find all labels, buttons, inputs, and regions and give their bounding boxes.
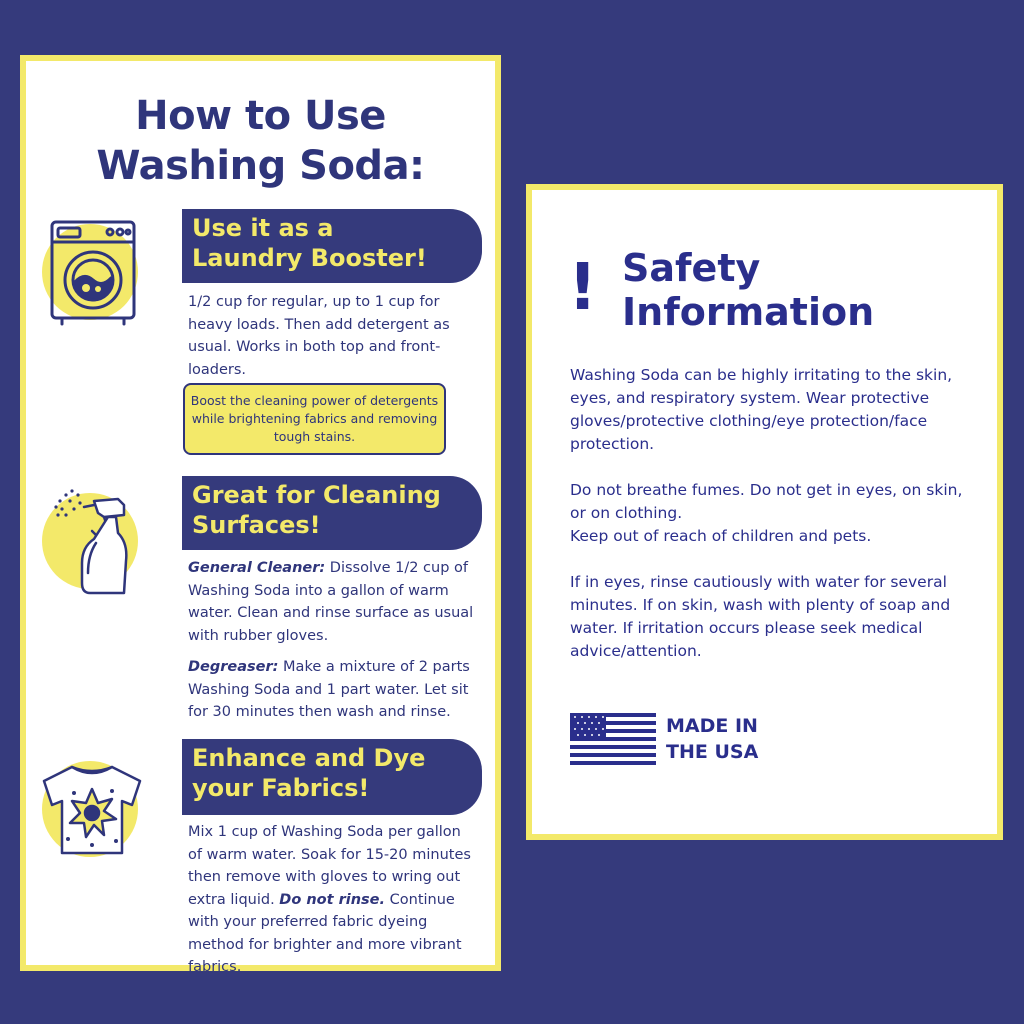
exclamation-icon: ! bbox=[568, 251, 598, 325]
laundry-booster-callout: Boost the cleaning power of detergents while brightening fabrics and removing tough stains. bbox=[183, 383, 446, 455]
safety-text: Washing Soda can be highly irritating to the skin, eyes, and respiratory system. Wear protective gloves/protective clothing/eye protection/face protection. Do not breathe fumes. Do not get in eyes, on skin, or on clothing. Keep out of reach of children and pets. If in eyes, rinse cautiously with water for several minutes. If on skin, wash with plenty of soap and water. If irritation occurs please seek medical advice/attention. bbox=[570, 366, 963, 660]
cleaning-surfaces-instructions bbox=[188, 557, 478, 724]
tie-dye-shirt-icon bbox=[42, 761, 138, 857]
section-heading-cleaning-surfaces: Great for Cleaning Surfaces! bbox=[182, 476, 482, 550]
laundry-booster-instructions: 1/2 cup for regular, up to 1 cup for heavy loads. Then add detergent as usual. Works in both top and front-loaders. bbox=[188, 294, 450, 378]
general-cleaner-paragraph: General Cleaner: Dissolve 1/2 cup of Washing Soda into a gallon of warm water. Clean and rinse surface as usual with rubber gloves. bbox=[188, 560, 474, 644]
degreaser-paragraph: Degreaser: Make a mixture of 2 parts Washing Soda and 1 part water. Let sit for 30 minutes then wash and rinse. bbox=[188, 659, 470, 720]
how-to-use-panel bbox=[20, 55, 501, 975]
page-title: How to Use Washing Soda: bbox=[96, 93, 425, 189]
made-in-usa-label: MADE IN THE USA bbox=[666, 715, 759, 763]
section-heading-dye-fabrics: Enhance and Dye your Fabrics! bbox=[182, 739, 482, 815]
us-flag-icon bbox=[570, 713, 656, 765]
safety-title: Safety Information bbox=[622, 246, 875, 334]
section-heading-laundry-booster: Use it as a Laundry Booster! bbox=[182, 209, 482, 283]
spray-bottle-icon bbox=[42, 493, 138, 589]
safety-information-panel bbox=[526, 184, 1003, 840]
washing-machine-icon bbox=[42, 224, 138, 320]
dye-fabrics-instructions: Mix 1 cup of Washing Soda per gallon of warm water. Soak for 15-20 minutes then remove with gloves to wring out extra liquid. Do not rinse. Continue with your preferred fabric dyeing method for brighter and more vibrant fabrics. bbox=[188, 824, 471, 975]
